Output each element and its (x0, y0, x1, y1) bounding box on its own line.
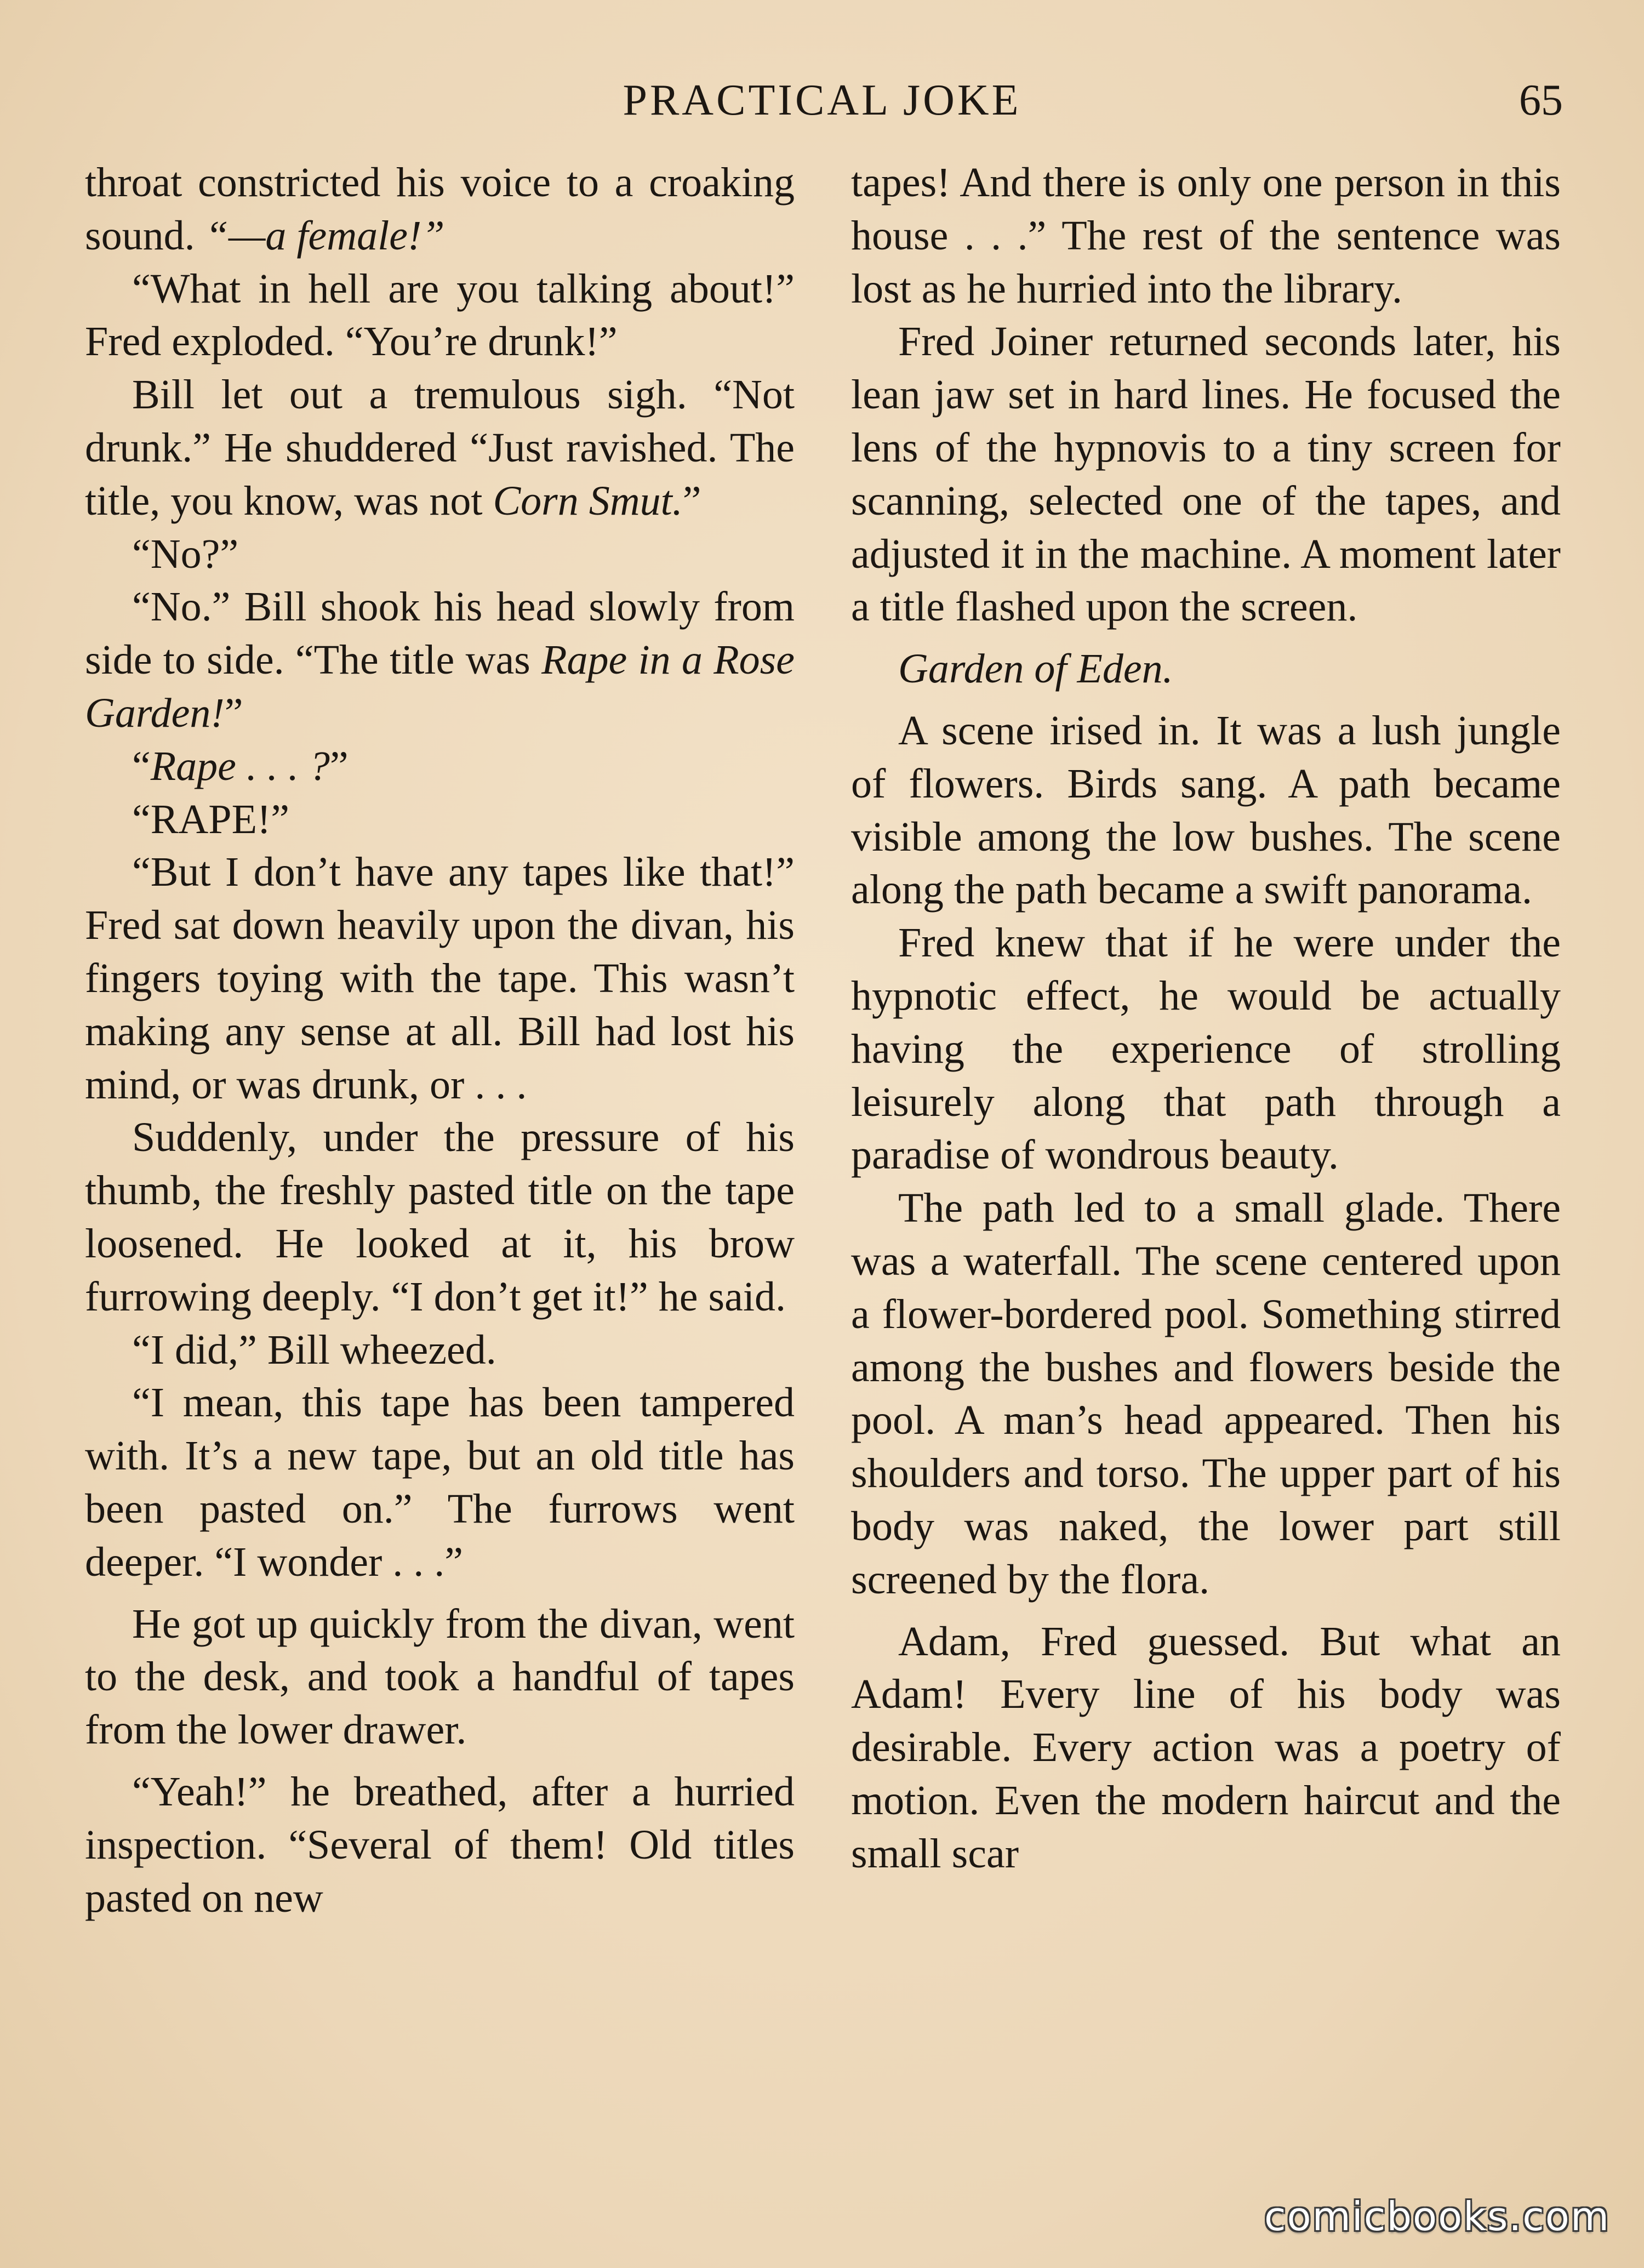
page-header (0, 71, 1644, 132)
paragraph (851, 1615, 1561, 1880)
text-run: tapes! And there is only one person in this house . . .” The rest of the sentence was lost as he hurried into the library. (851, 159, 1561, 312)
text-run: “No?” (132, 531, 239, 577)
paragraph (85, 1376, 795, 1588)
paragraph (85, 528, 795, 581)
paragraph (851, 642, 1561, 696)
text-run: He got up quickly from the divan, went to the desk, and took a handful of tapes from the lower drawer. (85, 1600, 795, 1753)
italic-text: Rape in a Rose Garden! (85, 637, 795, 736)
text-run: “No.” Bill shook his head slowly from side to side. “The title was (85, 584, 795, 683)
paragraph (851, 315, 1561, 634)
paragraph (85, 1324, 795, 1377)
left-column (85, 156, 795, 1924)
text-run: Adam, Fred guessed. But what an Adam! Every line of his body was desirable. Every action was a poetry of motion. Even the modern haircut and the small scar (851, 1618, 1561, 1877)
text-run: ” (682, 477, 701, 524)
page-number: 65 (1519, 76, 1563, 124)
right-column (851, 156, 1561, 1880)
text-run: Bill let out a tremulous sigh. “Not drunk.” He shuddered “Just ravished. The title, you know, was not (85, 372, 795, 524)
paragraph (85, 740, 795, 793)
paragraph (85, 846, 795, 1111)
text-run: “RAPE!” (132, 796, 290, 842)
text-run: ” (329, 743, 349, 789)
paragraph (85, 156, 795, 263)
paragraph (85, 580, 795, 739)
paragraph (85, 263, 795, 369)
text-run: Fred Joiner returned seconds later, his lean jaw set in hard lines. He focused the lens of the hypnovis to a tiny screen for scanning, selected one of the tapes, and adjusted it in the machine. A moment later a title flashed upon the screen. (851, 318, 1561, 630)
italic-text: Rape . . . ? (150, 743, 330, 789)
text-run: A scene irised in. It was a lush jungle of flowers. Birds sang. A path became visible among the low bushes. The scene along the path became a swift panorama. (851, 707, 1561, 913)
text-run: Fred knew that if he were under the hypnotic effect, he would be actually having the experience of strolling leisurely along that path through a paradise of wondrous beauty. (851, 920, 1561, 1178)
text-run: “I mean, this tape has been tampered with. It’s a new tape, but an old title has been pasted on.” The furrows went deeper. “I wonder . . .” (85, 1380, 795, 1585)
text-run: “What in hell are you talking about!” Fred exploded. “You’re drunk!” (85, 265, 795, 365)
paragraph (85, 368, 795, 527)
paragraph (85, 793, 795, 846)
text-run: “ (132, 743, 151, 789)
italic-text: Corn Smut. (493, 477, 683, 524)
text-run: “Yeah!” he breathed, after a hurried inspection. “Several of them! Old titles pasted on new (85, 1768, 795, 1921)
paragraph (851, 916, 1561, 1182)
running-title: PRACTICAL JOKE (623, 76, 1021, 124)
paragraph (85, 1111, 795, 1323)
paragraph (851, 156, 1561, 315)
paragraph (851, 704, 1561, 916)
text-run: throat constricted his voice to a croaking sound. (85, 159, 795, 259)
text-run: “But I don’t have any tapes like that!” Fred sat down heavily upon the divan, his fingers toying with the tape. This wasn’t making any sense at all. Bill had lost his mind, or was drunk, or . . . (85, 849, 795, 1108)
paragraph (851, 1182, 1561, 1606)
text-run: ” (224, 689, 243, 736)
italic-text: Garden of Eden. (898, 646, 1173, 692)
paragraph (85, 1598, 795, 1757)
paragraph (85, 1765, 795, 1924)
text-run: The path led to a small glade. There was a waterfall. The scene centered upon a flower-bordered pool. Something stirred among the bushes and flowers beside the pool. A man’s head appeared. Then his shoulders and torso. The upper part of his body was naked, the lower part still screened by the flora. (851, 1185, 1561, 1603)
italic-text: “—a female!” (205, 212, 445, 259)
text-run: Suddenly, under the pressure of his thumb, the freshly pasted title on the tape loosened. He looked at it, his brow furrowing deeply. “I don’t get it!” he said. (85, 1114, 795, 1320)
text-run: “I did,” Bill wheezed. (132, 1326, 496, 1373)
watermark: comicbooks.com (1264, 2193, 1610, 2239)
